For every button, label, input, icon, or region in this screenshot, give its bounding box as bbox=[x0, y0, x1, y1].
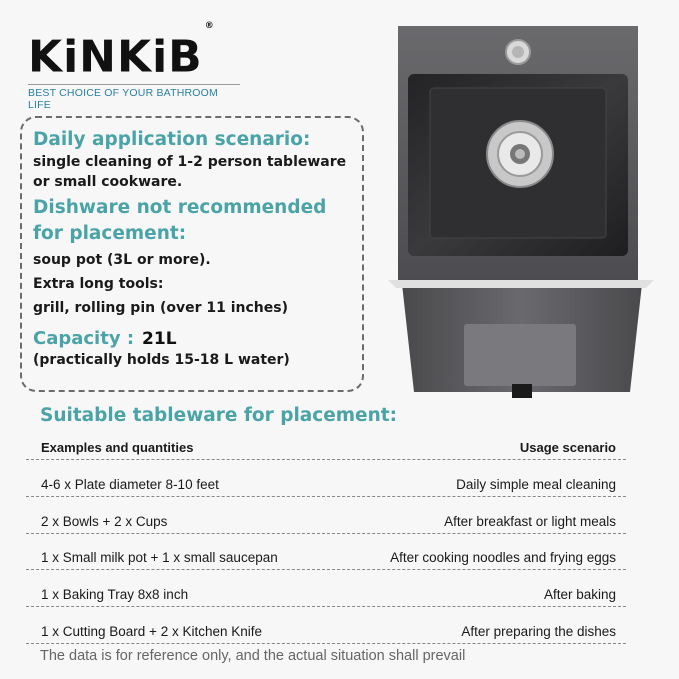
row-example: 2 x Bowls + 2 x Cups bbox=[41, 513, 168, 529]
table-row bbox=[26, 570, 626, 607]
row-example: 1 x Small milk pot + 1 x small saucepan bbox=[41, 550, 278, 566]
row-usage: After baking bbox=[543, 587, 616, 603]
row-usage: After breakfast or light meals bbox=[444, 513, 616, 529]
not-recommended-heading-1: Dishware not recommended bbox=[33, 197, 327, 218]
capacity-note: (practically holds 15-18 L water) bbox=[33, 352, 290, 368]
row-example: 4-6 x Plate diameter 8-10 feet bbox=[41, 476, 219, 492]
not-recommended-item-2: Extra long tools: bbox=[33, 276, 164, 292]
header-examples: Examples and quantities bbox=[41, 440, 194, 455]
footer-note: The data is for reference only, and the actual situation shall prevail bbox=[40, 648, 466, 664]
not-recommended-item-3: grill, rolling pin (over 11 inches) bbox=[33, 300, 288, 316]
sink-label-panel bbox=[464, 324, 576, 386]
sink-image bbox=[384, 22, 660, 402]
brand-tagline: BEST CHOICE OF YOUR BATHROOM LIFE bbox=[28, 84, 240, 111]
scenario-heading: Daily application scenario: bbox=[33, 129, 311, 150]
table-row bbox=[26, 607, 626, 644]
row-usage: After cooking noodles and frying eggs bbox=[390, 550, 616, 566]
table-title: Suitable tableware for placement: bbox=[40, 405, 398, 426]
table-row bbox=[26, 460, 626, 497]
row-example: 1 x Cutting Board + 2 x Kitchen Knife bbox=[41, 623, 263, 639]
table-row bbox=[26, 497, 626, 534]
row-usage: Daily simple meal cleaning bbox=[456, 476, 616, 492]
table-row bbox=[26, 534, 626, 571]
brand-logo: KiNKiB® bbox=[28, 21, 215, 83]
tableware-table bbox=[26, 433, 626, 644]
not-recommended-heading-2: for placement: bbox=[33, 223, 187, 244]
scenario-line-2: or small cookware. bbox=[33, 174, 183, 190]
table-header-row bbox=[26, 433, 626, 460]
row-example: 1 x Baking Tray 8x8 inch bbox=[41, 587, 189, 603]
not-recommended-item-1: soup pot (3L or more). bbox=[33, 252, 211, 268]
row-usage: After preparing the dishes bbox=[461, 623, 616, 639]
brand-block bbox=[28, 21, 240, 111]
drain-pipe bbox=[512, 384, 532, 398]
capacity-value: 21L bbox=[142, 329, 177, 349]
scenario-line-1: single cleaning of 1-2 person tableware bbox=[33, 154, 347, 170]
header-usage: Usage scenario bbox=[519, 440, 616, 455]
capacity-row bbox=[33, 328, 352, 350]
capacity-label: Capacity : bbox=[33, 328, 135, 349]
info-box bbox=[20, 116, 364, 392]
